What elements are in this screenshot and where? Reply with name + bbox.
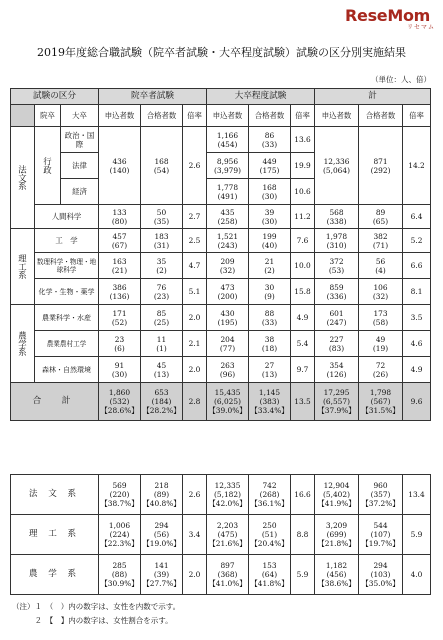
grad-ratio: 2.0 — [183, 357, 207, 383]
total-applicants-pct: 【38.6%】 — [317, 579, 356, 588]
header-ratio: 倍率 — [403, 105, 431, 127]
row-label: 森林・自然環境 — [35, 357, 99, 383]
total-passers: 544 — [373, 521, 388, 530]
univ-passers-female: (268) — [259, 490, 280, 499]
univ-passers-female: (18) — [261, 343, 278, 353]
total-applicants: 354 — [329, 360, 344, 370]
total-passers-female: (357) — [370, 490, 391, 499]
header-ratio: 倍率 — [183, 105, 207, 127]
grad-applicants: 133 — [112, 207, 127, 217]
univ-passers-female: (64) — [261, 570, 278, 579]
summary-label: 理 工 系 — [11, 515, 99, 555]
univ-applicants-female: (200) — [217, 291, 238, 301]
grad-passers-female: (54) — [153, 165, 170, 175]
univ-applicants: 435 — [220, 207, 235, 217]
univ-ratio: 4.9 — [291, 305, 315, 331]
total-applicants: 17,295 — [323, 388, 350, 397]
univ-applicants-pct: 【39.0%】 — [208, 406, 247, 415]
total-passers: 173 — [373, 308, 388, 318]
univ-passers-female: (30) — [261, 216, 278, 226]
header-applicants: 申込者数 — [207, 105, 249, 127]
grad-passers-female: (13) — [153, 369, 170, 379]
total-applicants-pct: 【37.9%】 — [317, 406, 356, 415]
header-grad: 院卒者試験 — [99, 89, 207, 105]
univ-passers-pct: 【33.4%】 — [250, 406, 289, 415]
univ-applicants-female: (475) — [217, 530, 238, 539]
table-row — [11, 279, 431, 305]
total-passers-female: (103) — [370, 570, 391, 579]
total-applicants-female: (338) — [326, 216, 347, 226]
total-passers: 294 — [373, 561, 388, 570]
univ-passers: 38 — [264, 334, 275, 344]
table-row — [11, 357, 431, 383]
univ-applicants-female: (454) — [217, 139, 238, 149]
univ-applicants: 897 — [220, 561, 235, 570]
univ-ratio: 11.2 — [291, 205, 315, 229]
grad-passers-female: (31) — [153, 240, 170, 250]
univ-ratio: 13.5 — [291, 383, 315, 421]
univ-applicants-female: (77) — [219, 343, 236, 353]
total-ratio: 14.2 — [403, 127, 431, 205]
univ-passers: 199 — [262, 231, 277, 241]
grad-passers-pct: 【19.0%】 — [142, 539, 181, 548]
table-row — [11, 127, 431, 153]
total-applicants: 601 — [329, 308, 344, 318]
grad-ratio: 2.5 — [183, 229, 207, 253]
grad-passers-female: (89) — [153, 490, 170, 499]
univ-passers: 21 — [264, 256, 275, 266]
total-applicants-female: (336) — [326, 291, 347, 301]
grad-ratio: 2.0 — [183, 305, 207, 331]
grad-passers: 183 — [154, 231, 169, 241]
grad-applicants: 163 — [112, 256, 127, 266]
total-passers: 106 — [373, 282, 388, 292]
univ-applicants: 263 — [220, 360, 235, 370]
grad-applicants: 91 — [114, 360, 125, 370]
univ-passers-female: (33) — [261, 317, 278, 327]
table-row — [11, 205, 431, 229]
univ-passers: 449 — [262, 156, 277, 166]
total-passers-female: (26) — [372, 369, 389, 379]
total-applicants: 568 — [329, 207, 344, 217]
total-passers-female: (292) — [370, 165, 391, 175]
grad-passers: 294 — [154, 521, 169, 530]
grad-ratio: 2.7 — [183, 205, 207, 229]
grad-passers: 168 — [154, 156, 169, 166]
grad-passers: 76 — [156, 282, 167, 292]
row-label: 数理科学・物理・地球科学 — [35, 253, 99, 279]
univ-passers: 168 — [262, 182, 277, 192]
univ-ratio: 5.4 — [291, 331, 315, 357]
summary-row — [11, 515, 431, 555]
row-label: 農業科学・水産 — [35, 305, 99, 331]
total-applicants: 12,336 — [323, 156, 350, 166]
univ-applicants: 2,203 — [216, 521, 239, 530]
header-total: 計 — [315, 89, 431, 105]
total-applicants-pct: 【21.8%】 — [317, 539, 356, 548]
univ-applicants: 15,435 — [214, 388, 241, 397]
univ-passers: 39 — [264, 207, 275, 217]
row-label: 人間科学 — [35, 205, 99, 229]
total-applicants-female: (83) — [328, 343, 345, 353]
total-passers-female: (32) — [372, 291, 389, 301]
table-row — [11, 331, 431, 357]
univ-applicants-female: (195) — [217, 317, 238, 327]
grad-passers: 45 — [156, 360, 167, 370]
row-label: 経済 — [61, 179, 99, 205]
univ-passers-female: (51) — [261, 530, 278, 539]
univ-ratio: 7.6 — [291, 229, 315, 253]
grad-passers: 11 — [156, 334, 167, 344]
univ-applicants-female: (3,979) — [214, 165, 241, 175]
total-applicants-pct: 【41.9%】 — [317, 499, 356, 508]
total-passers-pct: 【35.0%】 — [361, 579, 400, 588]
grad-applicants: 1,860 — [108, 388, 131, 397]
total-applicants-female: (126) — [326, 369, 347, 379]
header-passers: 合格者数 — [359, 105, 403, 127]
univ-ratio: 5.9 — [291, 555, 315, 595]
total-applicants: 859 — [329, 282, 344, 292]
grad-applicants-female: (67) — [111, 240, 128, 250]
grad-applicants-female: (136) — [109, 291, 130, 301]
total-applicants: 12,904 — [323, 481, 350, 490]
grad-passers: 653 — [154, 388, 169, 397]
total-passers-female: (567) — [370, 397, 391, 406]
grad-passers: 35 — [156, 256, 167, 266]
univ-ratio: 9.7 — [291, 357, 315, 383]
univ-applicants: 473 — [220, 282, 235, 292]
grad-applicants: 569 — [112, 481, 127, 490]
univ-passers-female: (30) — [261, 191, 278, 201]
univ-applicants: 1,166 — [216, 130, 239, 140]
total-ratio: 5.2 — [403, 229, 431, 253]
grad-ratio: 3.4 — [183, 515, 207, 555]
grad-passers: 85 — [156, 308, 167, 318]
table-row-total — [11, 383, 431, 421]
grad-ratio: 4.7 — [183, 253, 207, 279]
total-label: 合 計 — [11, 383, 99, 421]
univ-passers: 250 — [262, 521, 277, 530]
grad-passers-female: (35) — [153, 216, 170, 226]
group-sci: 理工系 — [11, 229, 35, 305]
grad-applicants-female: (80) — [111, 216, 128, 226]
grad-ratio: 5.1 — [183, 279, 207, 305]
total-applicants: 3,209 — [325, 521, 348, 530]
univ-passers: 1,145 — [258, 388, 281, 397]
row-label: 政治・国際 — [61, 127, 99, 153]
logo-sub: リセマム — [407, 24, 435, 31]
total-passers: 871 — [373, 156, 388, 166]
univ-applicants-pct: 【21.6%】 — [208, 539, 247, 548]
univ-applicants: 1,521 — [216, 231, 239, 241]
table-row — [11, 229, 431, 253]
univ-applicants-pct: 【41.0%】 — [208, 579, 247, 588]
row-label: 法律 — [61, 153, 99, 179]
results-table — [10, 88, 431, 421]
footnote: ２ 【 】内の数字は、女性割合を示す。 — [12, 616, 173, 625]
univ-ratio: 16.6 — [291, 475, 315, 515]
header-col-grad-school: 院卒 — [35, 105, 61, 127]
grad-applicants: 386 — [112, 282, 127, 292]
univ-applicants-female: (6,025) — [214, 397, 241, 406]
grad-applicants-pct: 【28.6%】 — [100, 406, 139, 415]
univ-passers-female: (40) — [261, 240, 278, 250]
total-ratio: 13.4 — [403, 475, 431, 515]
univ-ratio: 10.6 — [291, 179, 315, 205]
total-passers-female: (19) — [372, 343, 389, 353]
univ-applicants: 204 — [220, 334, 235, 344]
univ-passers-pct: 【36.1%】 — [250, 499, 289, 508]
total-passers-female: (107) — [370, 530, 391, 539]
header-applicants: 申込者数 — [315, 105, 359, 127]
grad-ratio: 2.0 — [183, 555, 207, 595]
grad-ratio: 2.1 — [183, 331, 207, 357]
univ-passers-female: (2) — [264, 265, 275, 275]
grad-ratio: 2.6 — [183, 475, 207, 515]
grad-applicants-female: (21) — [111, 265, 128, 275]
header-category: 試験の区分 — [11, 89, 99, 105]
univ-passers: 86 — [264, 130, 275, 140]
footnote: （注）１ （ ）内の数字は、女性を内数で示す。 — [12, 602, 181, 611]
grad-passers-female: (2) — [156, 265, 167, 275]
univ-passers: 88 — [264, 308, 275, 318]
total-ratio: 5.9 — [403, 515, 431, 555]
total-passers-female: (71) — [372, 240, 389, 250]
univ-passers-female: (175) — [259, 165, 280, 175]
total-ratio: 6.6 — [403, 253, 431, 279]
grad-passers-female: (56) — [153, 530, 170, 539]
univ-passers: 742 — [262, 481, 277, 490]
grad-passers-pct: 【28.2%】 — [142, 406, 181, 415]
grad-applicants-pct: 【38.7%】 — [100, 499, 139, 508]
total-passers: 960 — [373, 481, 388, 490]
univ-passers-female: (9) — [264, 291, 275, 301]
grad-applicants-female: (52) — [111, 317, 128, 327]
total-passers: 56 — [375, 256, 386, 266]
table-row — [11, 253, 431, 279]
total-ratio: 9.6 — [403, 383, 431, 421]
group-agr: 農学系 — [11, 305, 35, 383]
univ-applicants-female: (32) — [219, 265, 236, 275]
grad-passers-female: (184) — [151, 397, 172, 406]
grad-applicants: 171 — [112, 308, 127, 318]
grad-passers: 218 — [154, 481, 169, 490]
header-ratio: 倍率 — [291, 105, 315, 127]
total-applicants: 1,978 — [325, 231, 348, 241]
univ-passers-female: (383) — [259, 397, 280, 406]
group-law: 法文系 — [11, 127, 35, 229]
univ-ratio: 8.8 — [291, 515, 315, 555]
total-applicants: 227 — [329, 334, 344, 344]
table-row — [11, 305, 431, 331]
grad-applicants: 457 — [112, 231, 127, 241]
total-passers: 49 — [375, 334, 386, 344]
grad-passers: 50 — [156, 207, 167, 217]
total-passers-female: (4) — [375, 265, 386, 275]
grad-applicants-female: (88) — [111, 570, 128, 579]
row-label: 化学・生物・薬学 — [35, 279, 99, 305]
footnotes — [12, 600, 180, 628]
total-ratio: 8.1 — [403, 279, 431, 305]
grad-applicants: 1,006 — [108, 521, 131, 530]
total-ratio: 3.5 — [403, 305, 431, 331]
total-applicants-female: (5,064) — [323, 165, 350, 175]
total-passers-pct: 【19.7%】 — [361, 539, 400, 548]
total-passers-pct: 【31.5%】 — [361, 406, 400, 415]
header-col-univ: 大卒 — [61, 105, 99, 127]
grad-applicants: 436 — [112, 156, 127, 166]
univ-ratio: 13.6 — [291, 127, 315, 153]
univ-applicants: 1,778 — [216, 182, 239, 192]
summary-row — [11, 555, 431, 595]
univ-applicants-female: (96) — [219, 369, 236, 379]
total-passers-pct: 【37.2%】 — [361, 499, 400, 508]
grad-applicants-female: (532) — [109, 397, 130, 406]
grad-ratio: 2.8 — [183, 383, 207, 421]
grad-applicants: 23 — [114, 334, 125, 344]
total-applicants-female: (5,402) — [323, 490, 350, 499]
univ-passers: 153 — [262, 561, 277, 570]
header-applicants: 申込者数 — [99, 105, 141, 127]
summary-table — [10, 474, 431, 595]
univ-applicants: 12,335 — [214, 481, 241, 490]
summary-label: 農 学 系 — [11, 555, 99, 595]
univ-applicants-female: (243) — [217, 240, 238, 250]
univ-passers: 27 — [264, 360, 275, 370]
total-passers: 89 — [375, 207, 386, 217]
grad-passers-female: (1) — [156, 343, 167, 353]
total-passers: 1,798 — [369, 388, 392, 397]
univ-passers: 30 — [264, 282, 275, 292]
univ-passers-pct: 【41.8%】 — [250, 579, 289, 588]
total-ratio: 4.6 — [403, 331, 431, 357]
univ-ratio: 19.9 — [291, 153, 315, 179]
total-passers: 72 — [375, 360, 386, 370]
univ-applicants: 430 — [220, 308, 235, 318]
grad-ratio: 2.6 — [183, 127, 207, 205]
group-admin: 行政 — [35, 127, 61, 205]
univ-passers-female: (13) — [261, 369, 278, 379]
grad-applicants-pct: 【22.3%】 — [100, 539, 139, 548]
resemom-logo — [345, 8, 437, 32]
total-passers: 382 — [373, 231, 388, 241]
grad-passers-female: (39) — [153, 570, 170, 579]
univ-ratio: 15.8 — [291, 279, 315, 305]
total-ratio: 4.9 — [403, 357, 431, 383]
summary-label: 法 文 系 — [11, 475, 99, 515]
header-univ: 大卒程度試験 — [207, 89, 315, 105]
grad-passers: 141 — [154, 561, 169, 570]
univ-ratio: 10.0 — [291, 253, 315, 279]
grad-passers-female: (23) — [153, 291, 170, 301]
total-applicants-female: (456) — [326, 570, 347, 579]
univ-applicants-female: (5,182) — [214, 490, 241, 499]
logo-brand: ReseMom — [345, 6, 431, 25]
grad-applicants-female: (6) — [114, 343, 125, 353]
grad-applicants-female: (30) — [111, 369, 128, 379]
total-applicants-female: (53) — [328, 265, 345, 275]
header-passers: 合格者数 — [249, 105, 291, 127]
grad-applicants-pct: 【30.9%】 — [100, 579, 139, 588]
row-label: 農業農村工学 — [35, 331, 99, 357]
unit-note: （単位：人、倍） — [371, 75, 431, 84]
total-applicants-female: (247) — [326, 317, 347, 327]
total-applicants: 372 — [329, 256, 344, 266]
univ-applicants-female: (258) — [217, 216, 238, 226]
grad-passers-female: (25) — [153, 317, 170, 327]
page-title: 2019年度総合職試験（院卒者試験・大卒程度試験）試験の区分別実施結果 — [37, 46, 406, 59]
univ-applicants-female: (491) — [217, 191, 238, 201]
total-passers-female: (58) — [372, 317, 389, 327]
univ-applicants: 8,956 — [216, 156, 239, 166]
total-applicants-female: (699) — [326, 530, 347, 539]
summary-row — [11, 475, 431, 515]
total-ratio: 6.4 — [403, 205, 431, 229]
univ-passers-female: (33) — [261, 139, 278, 149]
total-applicants: 1,182 — [325, 561, 348, 570]
header-passers: 合格者数 — [141, 105, 183, 127]
grad-applicants-female: (220) — [109, 490, 130, 499]
univ-applicants-pct: 【42.0%】 — [208, 499, 247, 508]
univ-applicants: 209 — [220, 256, 235, 266]
row-label: 工 学 — [35, 229, 99, 253]
grad-passers-pct: 【40.8%】 — [142, 499, 181, 508]
univ-applicants-female: (368) — [217, 570, 238, 579]
grad-applicants-female: (224) — [109, 530, 130, 539]
total-applicants-female: (6,557) — [323, 397, 350, 406]
univ-passers-pct: 【20.4%】 — [250, 539, 289, 548]
total-passers-female: (65) — [372, 216, 389, 226]
grad-applicants: 285 — [112, 561, 127, 570]
total-ratio: 4.0 — [403, 555, 431, 595]
total-applicants-female: (310) — [326, 240, 347, 250]
grad-applicants-female: (140) — [109, 165, 130, 175]
grad-passers-pct: 【27.7%】 — [142, 579, 181, 588]
